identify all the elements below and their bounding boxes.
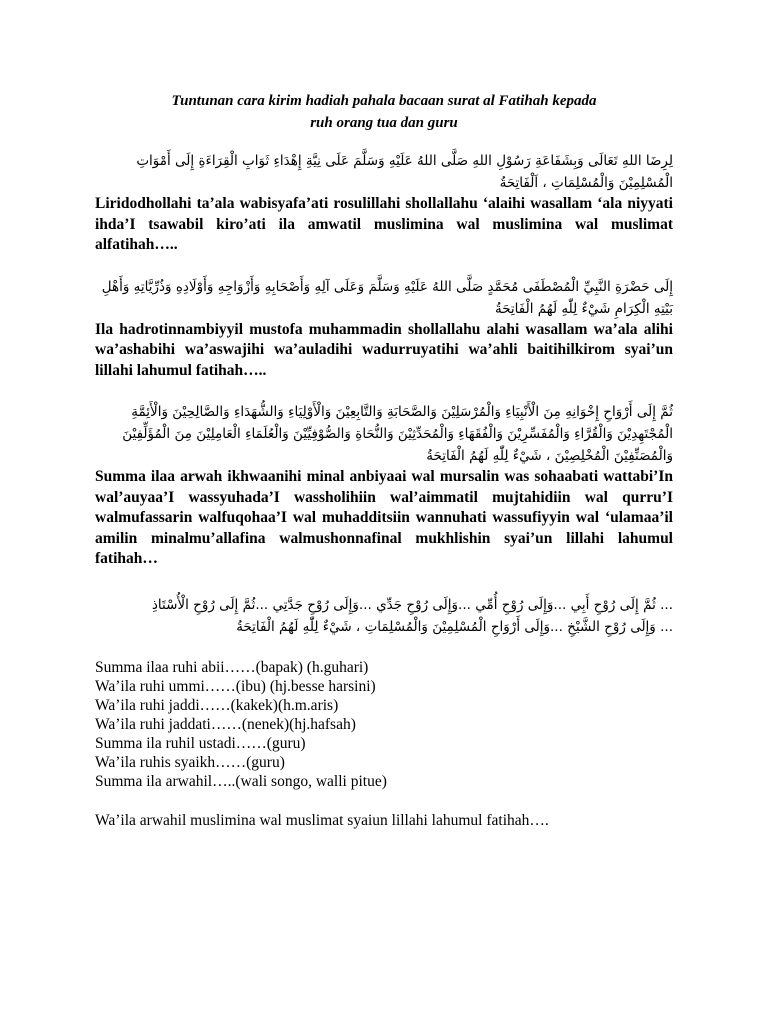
transliteration-text: Ila hadrotinnambiyyil mustofa muhammadin shollallahu alahi wasallam wa’ala alihi wa’ashabihi wa’aswajihi wa’auladihi wadurruyatihi wa’ahli baitihilkirom syai’un lillahi lahumul fatihah….. (95, 320, 673, 379)
arabic-final-line-2: ... وَإِلَى رُوْحِ الشَّيْخِ ...وَإِلَى أَرْوَاحِ الْمُسْلِمِيْنَ وَالْمُسْلِمَاتِ ، شَيْءٌ لِلّٰهِ لَهُمُ الْفَاتِحَةُ (236, 618, 673, 635)
list-item: Wa’ila ruhis syaikh……(guru) (95, 753, 285, 771)
transliteration-text: Summa ilaa arwah ikhwaanihi minal anbiyaai wal mursalin was sohaabati wattabi’In wal’auyaa’I wassyuhada’I wassholihiin wal’aimmatil mujtahidiin wal qurru’I walmufassarin walfuqohaa’I wal muhadditsiin wannuhati wassufiyyin wal ‘ulamaa’il amilin minalmu’allafina walmushonnafinal mukhlishin syai’un lillahi lahumul fatihah… (95, 468, 673, 567)
section-final-arabic (95, 594, 673, 638)
arabic-text: إِلَى حَضْرَةِ النَّبِيِّ الْمُصْطَفَى مُحَمَّدٍ صَلَّى اللهُ عَلَيْهِ وَسَلَّمَ وَعَلَى آلِهِ وَأَصْحَابِهِ وَأَزْوَاجِهِ وَأَوْلَادِهِ وَذُرِّيَّاتِهِ وَأَهْلِ بَيْتِهِ الْكِرَامِ شَيْءٌ لِلّٰهِ لَهُمُ الْفَاتِحَةُ (101, 278, 673, 317)
arabic-final-line-1: ... ثُمَّ إِلَى رُوْحِ أَبِي ...وَإِلَى رُوْحِ أُمِّي ...وَإِلَى رُوْحِ جَدِّي ...وَإِلَى رُوْحِ جَدَّتِي ...ثُمَّ إِلَى رُوْحِ الْأُسْتَاذِ (151, 596, 673, 613)
title-line-2: ruh orang tua dan guru (310, 115, 458, 131)
arabic-text: لِرِضَا اللهِ تَعَالَى وَبِشَفَاعَةِ رَسُوْلِ اللهِ صَلَّى اللهُ عَلَيْهِ وَسَلَّمَ عَلَى نِيَّةِ إِهْدَاءِ ثَوَابِ الْقِرَاءَةِ إِلَى أَمْوَاتِ الْمُسْلِمِيْنَ وَالْمُسْلِمَاتِ ، اَلْفَاتِحَةُ (136, 153, 673, 191)
list-item: Summa ila ruhil ustadi……(guru) (95, 734, 306, 752)
list-item: Wa’ila ruhi jaddi……(kakek)(h.m.aris) (95, 696, 339, 714)
document-page (95, 90, 673, 830)
section-1 (95, 150, 673, 256)
list-item: Wa’ila ruhi jaddati……(nenek)(hj.hafsah) (95, 715, 356, 733)
title-line-1: Tuntunan cara kirim hadiah pahala bacaan surat al Fatihah kepada (171, 93, 597, 109)
section-2 (95, 276, 673, 382)
closing-line: Wa’ila arwahil muslimina wal muslimat syaiun lillahi lahumul fatihah…. (95, 811, 549, 829)
list-item: Summa ila arwahil…..(wali songo, walli pitue) (95, 772, 387, 790)
transliteration-text: Liridodhollahi ta’ala wabisyafa’ati rosulillahi shollallahu ‘alaihi wasallam ‘ala niyyati ihda’I tsawabil kiro’ati ila amwatil muslimina wal muslimina wal muslimat alfatihah….. (95, 195, 673, 253)
arabic-text: ثُمَّ إِلَى أَرْوَاحِ إِخْوَانِهِ مِنَ الْأَنْبِيَاءِ وَالْمُرْسَلِيْنَ وَالصَّحَابَةِ وَالتَّابِعِيْنَ وَالْأَوْلِيَاءِ وَالشُّهَدَاءِ وَالصَّالِحِيْنَ وَالْأَئِمَّةِ الْمُجْتَهِدِيْنَ وَالْقُرَّاءِ وَالْمُفَسِّرِيْنَ وَالْفُقَهَاءِ وَالْمُحَدِّثِيْنَ وَالنُّحَاةِ وَالصُّوْفِيِّيْنَ وَالْعُلَمَاءِ الْعَامِلِيْنَ مِنَ الْمُؤَلِّفِيْنَ وَالْمُصَنِّفِيْنَ الْمُخْلِصِيْنَ ، شَيْءٌ لِلّٰهِ لَهُمُ الْفَاتِحَةُ (122, 404, 673, 464)
recipient-list (95, 658, 673, 791)
section-3 (95, 401, 673, 570)
document-title (95, 90, 673, 134)
list-item: Summa ilaa ruhi abii……(bapak) (h.guhari) (95, 658, 369, 676)
list-item: Wa’ila ruhi ummi……(ibu) (hj.besse harsini) (95, 677, 376, 695)
